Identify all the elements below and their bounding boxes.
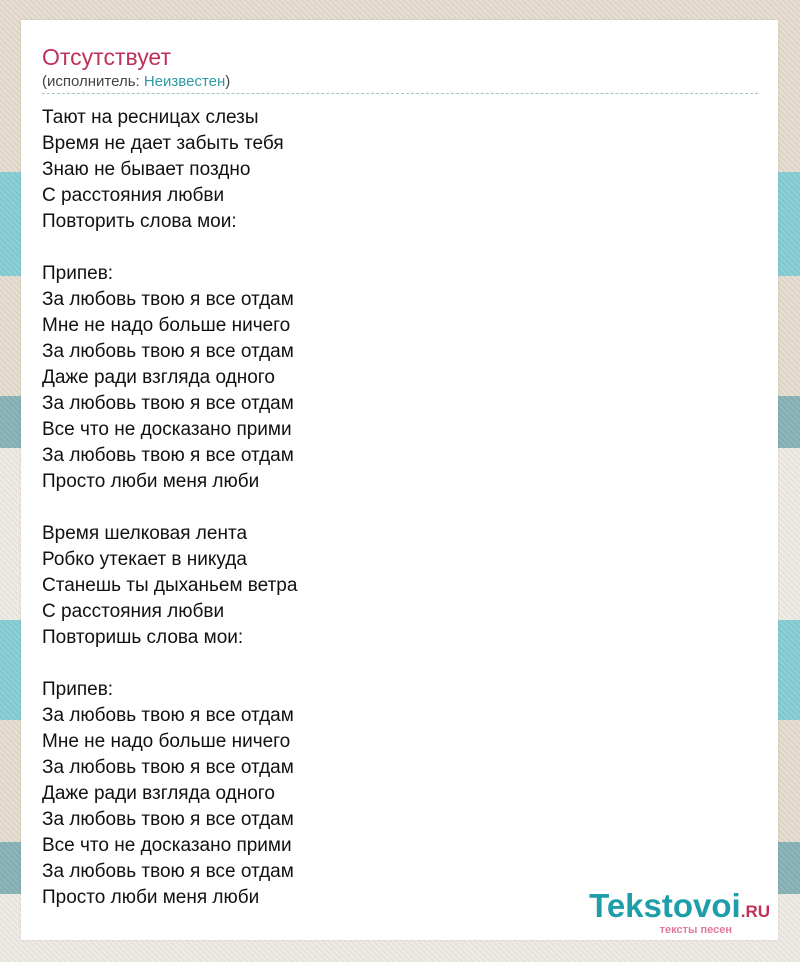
lyrics-line: С расстояния любви: [42, 601, 225, 622]
lyrics-blank-line: [42, 235, 297, 261]
lyrics-card: [21, 20, 778, 940]
artist-link[interactable]: Неизвестен: [143, 73, 226, 90]
lyrics-line: Робко утекает в никуда: [42, 549, 247, 570]
lyrics-text: [42, 105, 297, 911]
lyrics-line: Время не дает забыть тебя: [42, 133, 284, 154]
lyrics-line: Станешь ты дыханьем ветра: [42, 575, 298, 596]
lyrics-line: Мне не надо больше ничего: [42, 315, 291, 336]
lyrics-line: Даже ради взгляда одного: [42, 783, 275, 804]
lyrics-line: Время шелковая лента: [42, 523, 248, 544]
lyrics-line: Все что не досказано прими: [42, 419, 292, 440]
lyrics-blank-line: [42, 651, 297, 677]
lyrics-line: Просто люби меня люби: [42, 471, 260, 492]
lyrics-line: Повторишь слова мои:: [42, 627, 244, 648]
lyrics-line: За любовь твою я все отдам: [42, 289, 294, 310]
logo-name: Tekstovoi: [589, 887, 741, 924]
lyrics-line: За любовь твою я все отдам: [42, 341, 294, 362]
title-divider: [42, 93, 758, 94]
lyrics-line: Припев:: [42, 679, 114, 700]
lyrics-line: За любовь твою я все отдам: [42, 445, 294, 466]
song-title: Отсутствует: [42, 44, 171, 70]
artist-line: [42, 73, 230, 91]
lyrics-line: За любовь твою я все отдам: [42, 861, 294, 882]
lyrics-line: Припев:: [42, 263, 114, 284]
artist-suffix: ): [225, 73, 231, 90]
lyrics-line: С расстояния любви: [42, 185, 225, 206]
lyrics-line: За любовь твою я все отдам: [42, 757, 294, 778]
site-logo[interactable]: [589, 889, 770, 936]
logo-tld: .RU: [740, 902, 770, 921]
lyrics-line: Все что не досказано прими: [42, 835, 292, 856]
lyrics-blank-line: [42, 495, 297, 521]
lyrics-line: Мне не надо больше ничего: [42, 731, 291, 752]
lyrics-line: Повторить слова мои:: [42, 211, 237, 232]
lyrics-line: За любовь твою я все отдам: [42, 705, 294, 726]
lyrics-line: Просто люби меня люби: [42, 887, 260, 908]
lyrics-line: За любовь твою я все отдам: [42, 809, 294, 830]
lyrics-line: Знаю не бывает поздно: [42, 159, 251, 180]
lyrics-line: За любовь твою я все отдам: [42, 393, 294, 414]
lyrics-line: Тают на ресницах слезы: [42, 107, 259, 128]
artist-prefix: (исполнитель:: [42, 73, 144, 90]
logo-tagline: тексты песен: [659, 924, 732, 936]
lyrics-line: Даже ради взгляда одного: [42, 367, 275, 388]
